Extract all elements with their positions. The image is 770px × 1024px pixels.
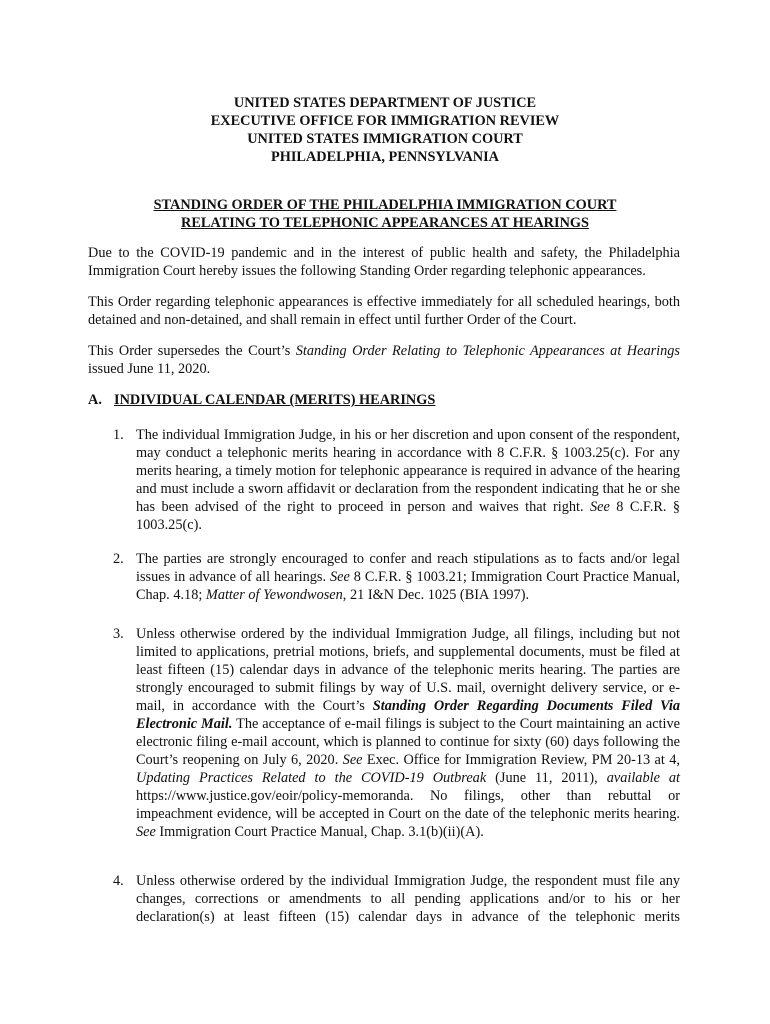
- see-signal: See: [136, 824, 156, 840]
- section-a-heading: [88, 391, 435, 409]
- item-2-case-cite: , 21 I&N Dec. 1025 (BIA 1997).: [342, 587, 530, 603]
- item-3-text-c: Exec. Office for Immigration Review, PM 20-13 at 4,: [362, 752, 680, 768]
- item-number: 4.: [113, 873, 124, 889]
- item-1-text-a: The individual Immigration Judge, in his or her discretion and upon consent of the respondent, may conduct a telephonic merits hearing in accordance with 8 C.F.R. § 1003.25(c). For any merits hearing, a timely motion for telephonic appearance is required in advance of the hearing and must include a sworn affidavit or declaration from the respondent indicating that he or she has been advised of the right to proceed in person and waives that right.: [136, 427, 680, 515]
- intro-paragraph-2: This Order regarding telephonic appearances is effective immediately for all scheduled hearings, both detained and non-detained, and shall remain in effect until further Order of the Court.: [88, 294, 680, 328]
- header-line-office: EXECUTIVE OFFICE FOR IMMIGRATION REVIEW: [210, 113, 560, 129]
- available-at-signal: available at: [606, 770, 680, 786]
- intro-p3-text: This Order supersedes the Court’s: [88, 343, 296, 359]
- item-number: 2.: [113, 551, 124, 567]
- superseded-order-title: Standing Order Relating to Telephonic Appearances at Hearings: [295, 343, 680, 359]
- case-name: Matter of Yewondwosen: [205, 587, 343, 603]
- header-line-court: UNITED STATES IMMIGRATION COURT: [247, 131, 523, 147]
- item-3-text-a: Unless otherwise ordered by the individual Immigration Judge, all filings, including but not limited to applications, pretrial motions, briefs, and supplemental documents, must be filed at least fifteen (15) calendar days in advance of the telephonic merits hearing. The parties are strongly encouraged to submit filings by way of U.S. mail, overnight delivery service, or e-mail, in accordance with the Court’s: [136, 626, 680, 714]
- header-line-location: PHILADELPHIA, PENNSYLVANIA: [270, 149, 499, 165]
- see-signal: See: [342, 752, 363, 768]
- item-text: Unless otherwise ordered by the individual Immigration Judge, the respondent must file any changes, corrections or amendments to all pending applications and/or to his or her declaration(s) at least fifteen (15) calendar days in advance of the telephonic merits: [136, 873, 680, 925]
- item-3-text-d: (June 11, 2011),: [486, 770, 607, 786]
- item-2-citation: 8 C.F.R. § 1003.21; Immigration Court Practice Manual, Chap. 4.18;: [136, 569, 680, 603]
- document-title: [0, 196, 770, 232]
- email-order-title: Standing Order Regarding Documents Filed Via Electronic Mail.: [136, 698, 680, 732]
- memo-title: Updating Practices Related to the COVID-19 Outbreak: [136, 770, 487, 786]
- intro-paragraph-1: Due to the COVID-19 pandemic and in the interest of public health and safety, the Philadelphia Immigration Court hereby issues the following Standing Order regarding telephonic appearances.: [88, 245, 680, 279]
- item-3-text-e: https://www.justice.gov/eoir/policy-memoranda. No filings, other than rebuttal or impeachment evidence, will be accepted in Court on the date of the telephonic merits hearing.: [136, 788, 680, 822]
- list-item-3: [113, 625, 680, 841]
- item-number: 1.: [113, 427, 124, 443]
- list-item-2: [113, 550, 680, 604]
- title-line-2: RELATING TO TELEPHONIC APPEARANCES AT HEARINGS: [181, 215, 589, 231]
- see-signal: See: [329, 569, 350, 585]
- item-text: [136, 625, 680, 841]
- item-number: 3.: [113, 626, 124, 642]
- section-title: INDIVIDUAL CALENDAR (MERITS) HEARINGS: [114, 392, 436, 408]
- item-1-citation: 8 C.F.R. § 1003.25(c).: [136, 499, 680, 533]
- section-letter: A.: [88, 392, 102, 408]
- agency-header: [0, 94, 770, 166]
- list-item-4: [113, 872, 680, 926]
- item-text: [136, 550, 680, 604]
- item-3-text-f: Immigration Court Practice Manual, Chap. 3.1(b)(ii)(A).: [155, 824, 484, 840]
- item-text: [136, 426, 680, 534]
- item-3-text-b: The acceptance of e-mail filings is subject to the Court maintaining an active electronic filing e-mail account, which is planned to continue for sixty (60) days following the Court’s reopening on July 6, 2020.: [136, 716, 680, 768]
- intro-paragraph-3: [88, 342, 680, 378]
- list-item-1: [113, 426, 680, 534]
- intro-p3-date: issued June 11, 2020.: [88, 361, 211, 377]
- title-line-1: STANDING ORDER OF THE PHILADELPHIA IMMIGRATION COURT: [153, 197, 617, 213]
- see-signal: See: [589, 499, 610, 515]
- header-line-department: UNITED STATES DEPARTMENT OF JUSTICE: [233, 95, 537, 111]
- item-2-text-a: The parties are strongly encouraged to confer and reach stipulations as to facts and/or legal issues in advance of all hearings.: [136, 551, 680, 585]
